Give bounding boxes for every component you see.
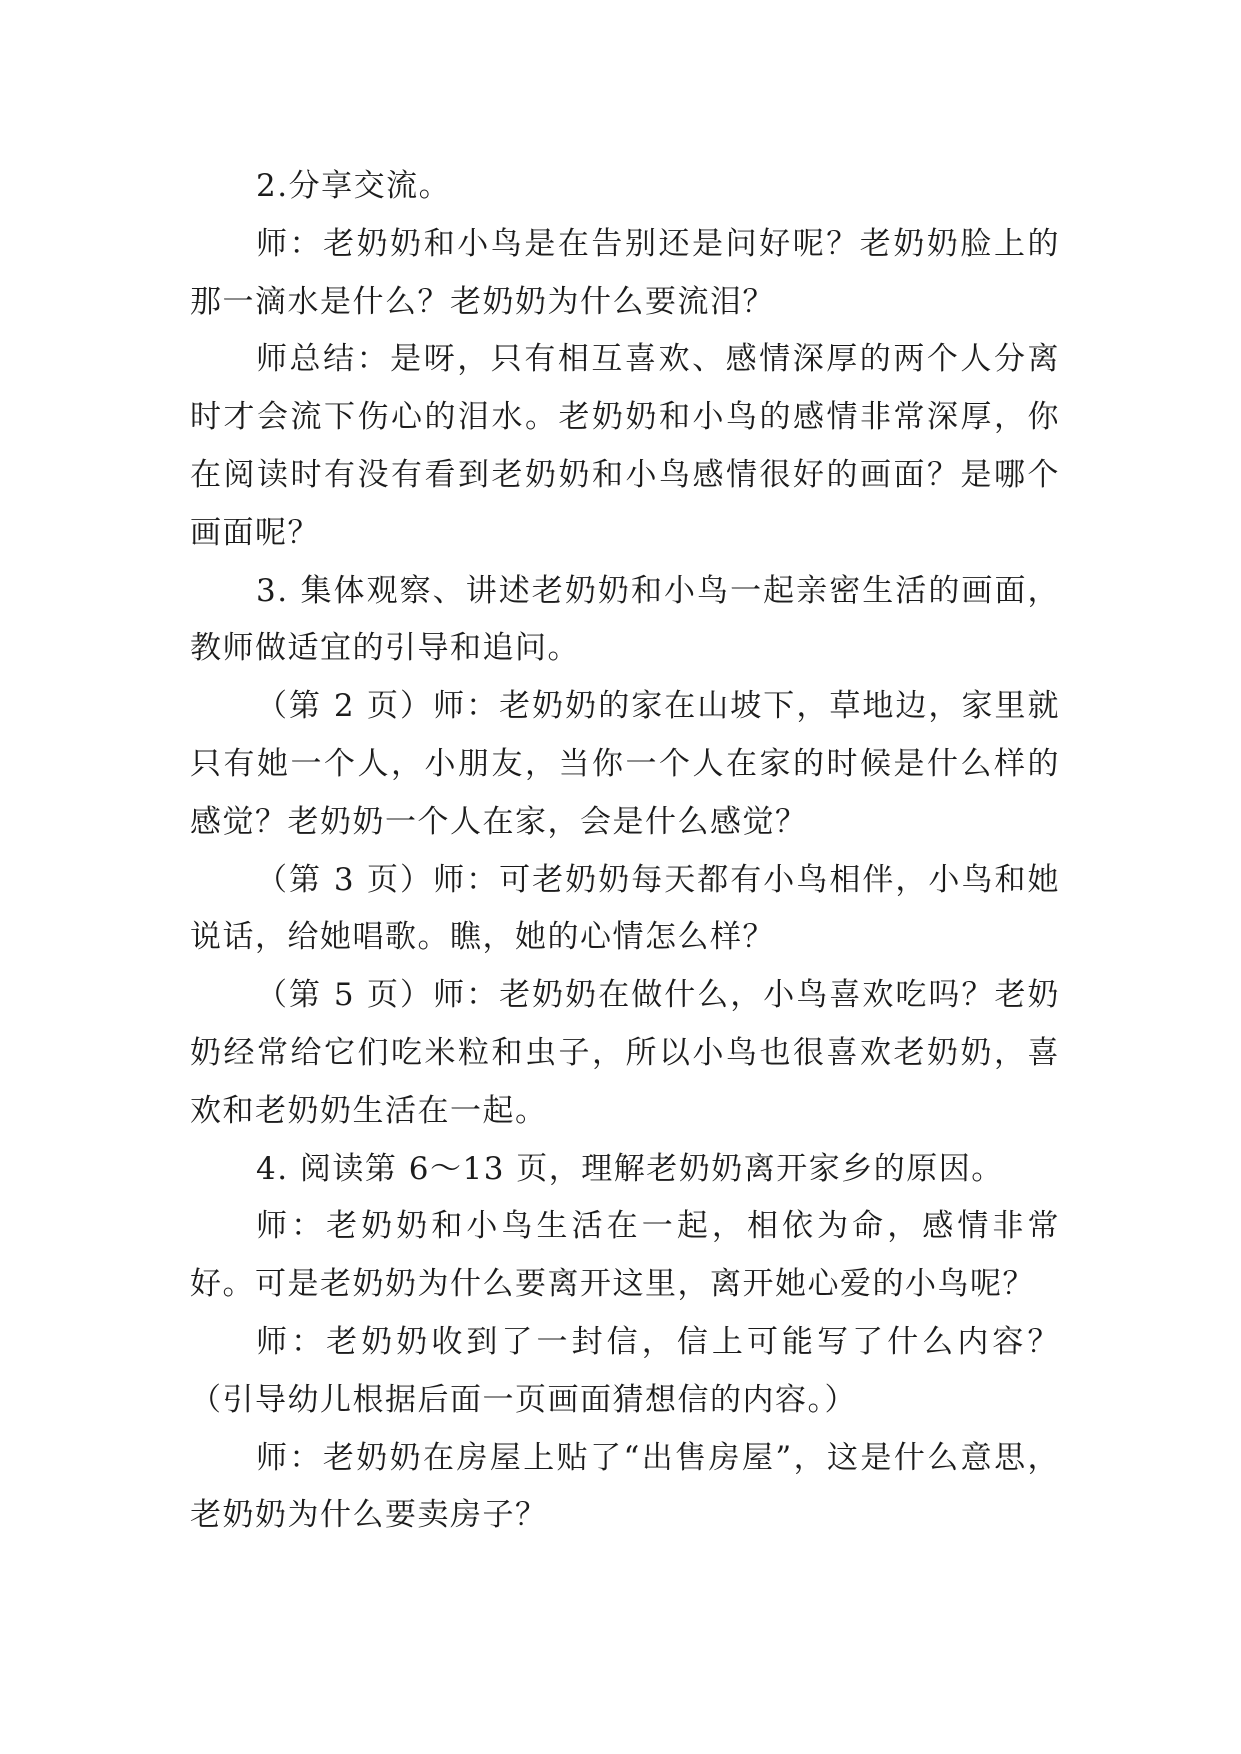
paragraph-teacher-summary: 师总结：是呀，只有相互喜欢、感情深厚的两个人分离时才会流下伤心的泪水。老奶奶和小鸟的感情非常深厚，你在阅读时有没有看到老奶奶和小鸟感情很好的画面？是哪个画面呢？	[190, 341, 1060, 551]
paragraph-section-4-heading: 4. 阅读第 6～13 页，理解老奶奶离开家乡的原因。	[256, 1150, 1004, 1187]
paragraph-teacher-question-house-sale: 师：老奶奶在房屋上贴了“出售房屋”，这是什么意思，老奶奶为什么要卖房子？	[190, 1439, 1060, 1534]
paragraph-teacher-question-letter: 师：老奶奶收到了一封信，信上可能写了什么内容？（引导幼儿根据后面一页画面猜想信的内容。）	[190, 1323, 1060, 1418]
paragraph-teacher-question-farewell: 师：老奶奶和小鸟是在告别还是问好呢？老奶奶脸上的那一滴水是什么？老奶奶为什么要流泪？	[190, 225, 1060, 320]
paragraph-page-5: （第 5 页）师：老奶奶在做什么，小鸟喜欢吃吗？老奶奶经常给它们吃米粒和虫子，所以小鸟也很喜欢老奶奶，喜欢和老奶奶生活在一起。	[190, 977, 1060, 1129]
document-body	[190, 158, 1060, 1545]
paragraph-page-3: （第 3 页）师：可老奶奶每天都有小鸟相伴，小鸟和她说话，给她唱歌。瞧，她的心情怎么样？	[190, 861, 1060, 956]
paragraph-teacher-question-leaving: 师：老奶奶和小鸟生活在一起，相依为命，感情非常好。可是老奶奶为什么要离开这里，离开她心爱的小鸟呢？	[190, 1208, 1060, 1303]
paragraph-section-3-heading: 3. 集体观察、讲述老奶奶和小鸟一起亲密生活的画面，教师做适宜的引导和追问。	[190, 572, 1060, 667]
paragraph-page-2: （第 2 页）师：老奶奶的家在山坡下，草地边，家里就只有她一个人，小朋友，当你一个人在家的时候是什么样的感觉？老奶奶一个人在家，会是什么感觉？	[190, 688, 1060, 840]
paragraph-section-2-heading: 2.分享交流。	[256, 168, 452, 204]
